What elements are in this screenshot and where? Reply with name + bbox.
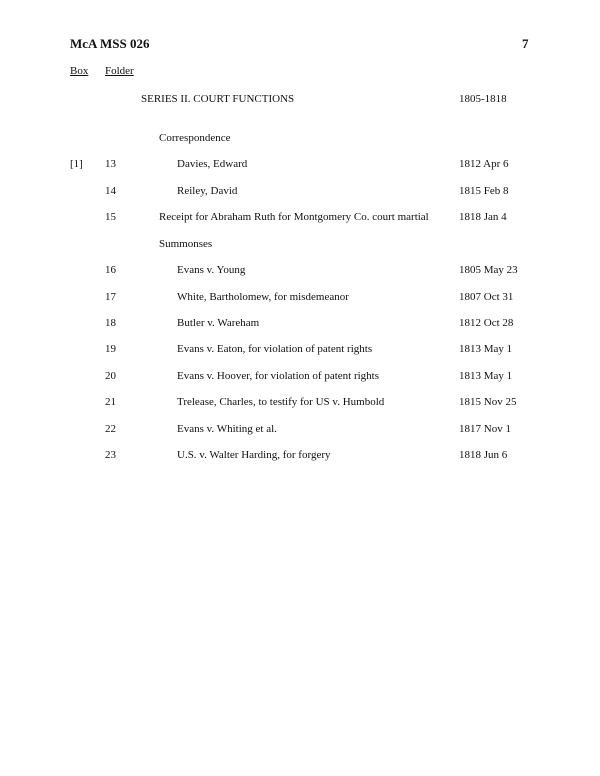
section-heading-summonses: Summonses [159, 238, 213, 250]
row-folder: 18 [105, 317, 116, 329]
row-folder: 20 [105, 370, 116, 382]
row-title: Reiley, David [177, 185, 238, 197]
row-folder: 15 [105, 211, 116, 223]
row-date: 1818 Jan 4 [459, 211, 507, 223]
row-folder: 23 [105, 449, 116, 461]
row-folder: 13 [105, 158, 116, 170]
row-folder: 17 [105, 291, 116, 303]
row-title: Davies, Edward [177, 158, 248, 170]
collection-id: McA MSS 026 [70, 36, 150, 51]
series-dates: 1805-1818 [459, 93, 507, 105]
row-folder: 14 [105, 185, 116, 197]
row-box: [1] [70, 158, 83, 170]
row-title: White, Bartholomew, for misdemeanor [177, 291, 349, 303]
row-date: 1812 Apr 6 [459, 158, 509, 170]
page-number: 7 [522, 36, 529, 51]
row-title: Receipt for Abraham Ruth for Montgomery Co. court martial [159, 211, 429, 223]
row-title: Butler v. Wareham [177, 317, 260, 329]
row-title: Evans v. Whiting et al. [177, 423, 277, 435]
row-title: Trelease, Charles, to testify for US v. Humbold [177, 396, 385, 408]
row-date: 1812 Oct 28 [459, 317, 514, 329]
row-title: U.S. v. Walter Harding, for forgery [177, 449, 331, 461]
row-folder: 22 [105, 423, 116, 435]
row-date: 1807 Oct 31 [459, 291, 514, 303]
row-title: Evans v. Eaton, for violation of patent rights [177, 343, 373, 355]
column-header-folder: Folder [105, 65, 134, 77]
section-heading-correspondence: Correspondence [159, 132, 231, 144]
row-title: Evans v. Young [177, 264, 246, 276]
row-title: Evans v. Hoover, for violation of patent rights [177, 370, 379, 382]
row-date: 1813 May 1 [459, 343, 513, 355]
row-date: 1813 May 1 [459, 370, 513, 382]
row-date: 1818 Jun 6 [459, 449, 508, 461]
row-date: 1805 May 23 [459, 264, 518, 276]
series-title: SERIES II. COURT FUNCTIONS [141, 93, 295, 105]
row-folder: 19 [105, 343, 116, 355]
row-date: 1815 Feb 8 [459, 185, 509, 197]
row-date: 1815 Nov 25 [459, 396, 517, 408]
row-date: 1817 Nov 1 [459, 423, 511, 435]
column-header-box: Box [70, 65, 89, 77]
row-folder: 21 [105, 396, 116, 408]
row-folder: 16 [105, 264, 116, 276]
